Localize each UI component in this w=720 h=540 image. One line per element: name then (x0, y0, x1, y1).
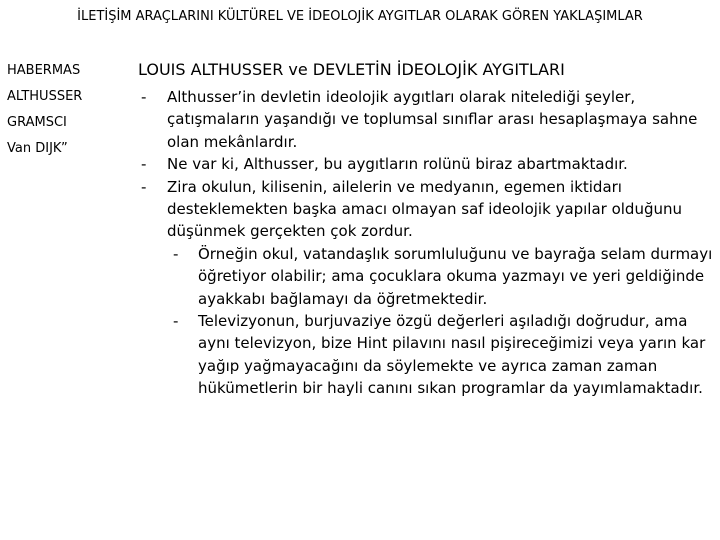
sub-bullet-text: Televizyonun, burjuvaziye özgü değerleri aşıladığı doğrudur, ama aynı televizyon, bize Hint pilavını nasıl pişireceğimizi veya yarın kar yağıp yağmayacağını da söylemekte ve ayrıca zaman zaman hükümetlerin bir hayli canını sıkan programlar da yayımlamaktadır. (198, 312, 706, 398)
bullet-item (138, 86, 713, 153)
sidebar (7, 58, 127, 162)
sidebar-item-habermas: HABERMAS (7, 63, 81, 78)
sub-bullet-marker: - (173, 244, 179, 263)
sub-bullet-text: Örneğin okul, vatandaşlık sorumluluğunu ve bayrağa selam durmayı öğretiyor olabilir; ama çocuklara okuma yazmayı ve yeri geldiğinde ayakkabı bağlamayı da öğretmektedir. (198, 244, 713, 308)
sidebar-item-althusser: ALTHUSSER (7, 89, 83, 104)
sidebar-item-gramsci: GRAMSCI (7, 115, 67, 130)
sub-bullet-item (138, 243, 713, 310)
bullet-list (138, 86, 713, 400)
bullet-marker: - (141, 155, 147, 174)
bullet-marker: - (141, 88, 147, 106)
sub-bullet-marker: - (173, 312, 179, 331)
section-heading: LOUIS ALTHUSSER ve DEVLETİN İDEOLOJİK AYGITLARI (138, 60, 565, 79)
bullet-text: Althusser’in devletin ideolojik aygıtları olarak nitelediği şeyler, çatışmaların yaşandığı ve toplumsal sınıflar arası hesaplaşmaya sahne olan mekânlardır. (167, 88, 698, 151)
sub-bullet-item (138, 310, 713, 400)
bullet-text: Ne var ki, Althusser, bu aygıtların rolünü biraz abartmaktadır. (167, 155, 628, 174)
bullet-text: Zira okulun, kilisenin, ailelerin ve medyanın, egemen iktidarı desteklemekten başka amacı olmayan saf ideolojik yapılar olduğunu düşünmek gerçekten çok zordur. (167, 177, 683, 241)
slide-title: İLETİŞİM ARAÇLARINI KÜLTÜREL VE İDEOLOJİK AYGITLAR OLARAK GÖREN YAKLAŞIMLAR (77, 9, 643, 24)
bullet-item (138, 176, 713, 243)
bullet-marker: - (141, 177, 147, 196)
bullet-item (138, 153, 713, 175)
sidebar-item-van-dijk: Van DIJK” (7, 141, 68, 156)
